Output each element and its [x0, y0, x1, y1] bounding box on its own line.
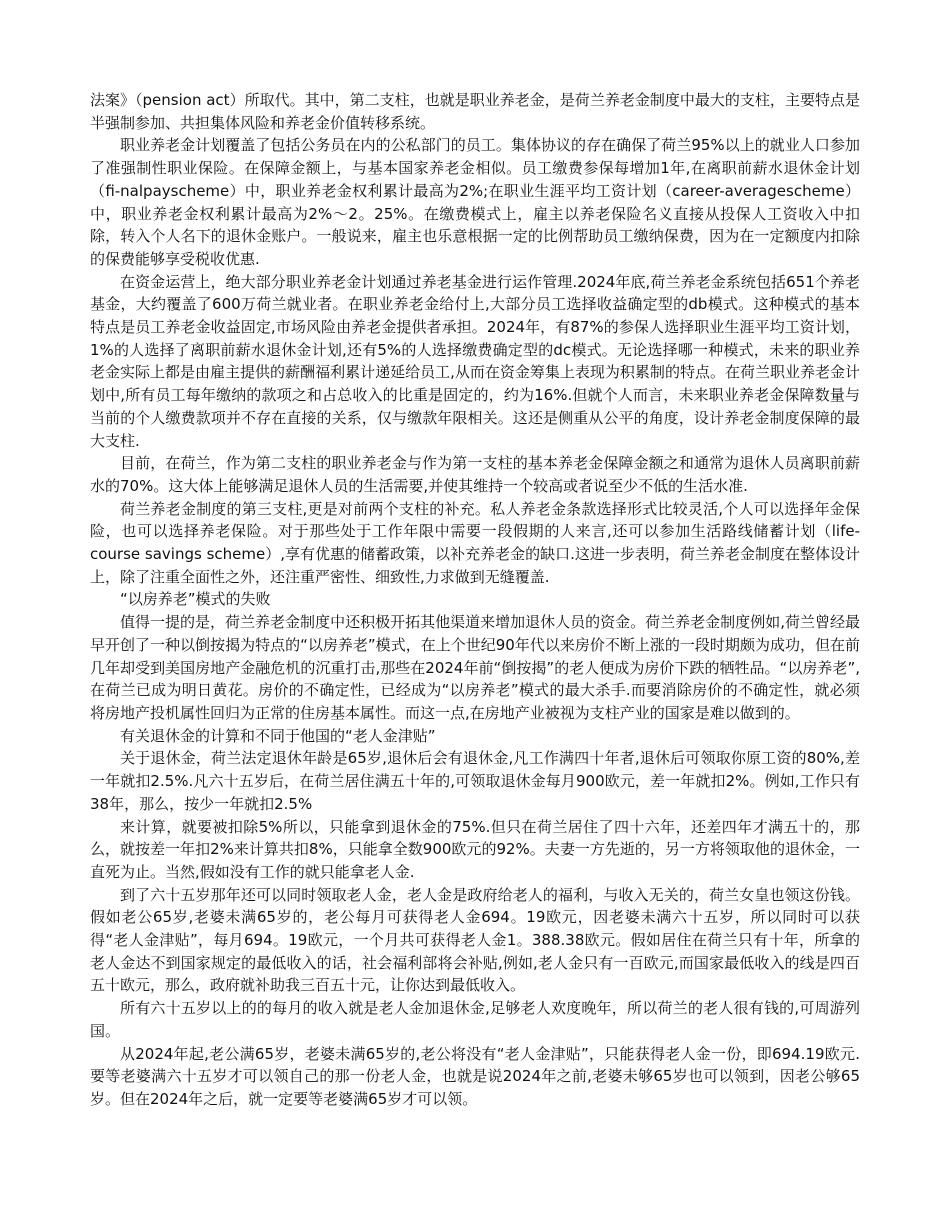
paragraph-monthly-income: 所有六十五岁以上的的每月的收入就是老人金加退休金,足够老人欢度晚年，所以荷兰的老人很有钱的,可周游列国。	[90, 999, 860, 1040]
paragraph-retirement-age: 关于退休金，荷兰法定退休年龄是65岁,退休后会有退休金,凡工作满四十年者,退休后可领取你原工资的80%,差一年就扣2.5%.凡六十五岁后，在荷兰居住满五十年的,可领取退休金每月900欧元，差一年就扣2%。例如,工作只有38年，那么，按少一年就扣2.5%	[90, 749, 860, 813]
paragraph-replacement-rate: 目前，在荷兰，作为第二支柱的职业养老金与作为第一支柱的基本养老金保障金额之和通常为退休人员离职前薪水的70%。这大体上能够满足退休人员的生活需要,并使其维持一个较高或者说至少不低的生活水准.	[90, 454, 860, 495]
paragraph-third-pillar: 荷兰养老金制度的第三支柱,更是对前两个支柱的补充。私人养老金条款选择形式比较灵活,个人可以选择年金保险，也可以选择养老保险。对于那些处于工作年限中需要一段假期的人来言,还可以参加生活路线储蓄计划（life-course savings scheme）,享有优惠的储蓄政策，以补充养老金的缺口.这进一步表明，荷兰养老金制度在整体设计上，除了注重全面性之外，还注重严密性、细致性,力求做到无缝覆盖.	[90, 499, 860, 586]
section-heading-housing-pension: “以房养老”模式的失败	[120, 590, 271, 609]
paragraph-deduction-calculation: 来计算，就要被扣除5%所以，只能拿到退休金的75%.但只在荷兰居住了四十六年，还差四年才满五十的，那么，就按差一年扣2%来计算共扣8%，只能拿全数900欧元的92%。夫妻一方先逝的，另一方将领取他的退休金，一直死为止。当然,假如没有工作的就只能拿老人金.	[90, 817, 860, 881]
paragraph-old-age-allowance: 到了六十五岁那年还可以同时领取老人金，老人金是政府给老人的福利，与收入无关的，荷兰女皇也领这份钱。假如老公65岁,老婆未满65岁的，老公每月可获得老人金694。19欧元，因老婆未满六十五岁，所以同时可以获得“老人金津贴”，每月694。19欧元，一个月共可获得老人金1。388.38欧元。假如居住在荷兰只有十年，所拿的老人金达不到国家规定的最低收入的话，社会福利部将会补贴,例如,老人金只有一百欧元,而国家最低收入的线是四百五十欧元，那么，政府就补助我三百五十元，让你达到最低收入。	[90, 885, 860, 995]
paragraph-occupational-pension-coverage: 职业养老金计划覆盖了包括公务员在内的公私部门的员工。集体协议的存在确保了荷兰95%以上的就业人口参加了准强制性职业保险。在保障金额上，与基本国家养老金相似。员工缴费参保每增加1年,在离职前薪水退休金计划（fi-nalpayscheme）中，职业养老金权利累计最高为2%;在职业生涯平均工资计划（career-averagescheme）中，职业养老金权利累计最高为2%～2。25%。在缴费模式上，雇主以养老保险名义直接从投保人工资收入中扣除，转入个人名下的退休金账户。一般说来，雇主也乐意根据一定的比例帮助员工缴纳保费，因为在一定额度内扣除的保费能够享受税收优惠.	[90, 136, 860, 268]
paragraph-policy-change: 从2024年起,老公满65岁，老婆未满65岁的,老公将没有“老人金津贴”，只能获得老人金一份，即694.19欧元.要等老婆满六十五岁才可以领自己的那一份老人金，也就是说2024年之前,老婆未够65岁也可以领到，因老公够65岁。但在2024年之后，就一定要等老婆满65岁才可以领。	[90, 1044, 860, 1108]
paragraph-housing-pension: 值得一提的是，荷兰养老金制度中还积极开拓其他渠道来增加退休人员的资金。荷兰养老金制度例如,荷兰曾经最早开创了一种以倒按揭为特点的“以房养老”模式，在上个世纪90年代以来房价不断上涨的一段时期颇为成功，但在前几年却受到美国房地产金融危机的沉重打击,那些在2024年前“倒按揭”的老人便成为房价下跌的牺牲品。“以房养老”,在荷兰已成为明日黄花。房价的不确定性，已经成为“以房养老”模式的最大杀手.而要消除房价的不确定性，就必须将房地产投机属性回归为正常的住房基本属性。而这一点,在房地产业被视为支柱产业的国家是难以做到的。	[90, 613, 860, 722]
paragraph-fund-operation: 在资金运营上，绝大部分职业养老金计划通过养老基金进行运作管理.2024年底,荷兰养老金系统包括651个养老基金，大约覆盖了600万荷兰就业者。在职业养老金给付上,大部分员工选择收益确定型的db模式。这种模式的基本特点是员工养老金收益固定,市场风险由养老金提供者承担。2024年，有87%的参保人选择职业生涯平均工资计划，1%的人选择了离职前薪水退休金计划,还有5%的人选择缴费确定型的dc模式。无论选择哪一种模式，未来的职业养老金实际上都是由雇主提供的薪酬福利累计递延给员工,从而在资金筹集上表现为积累制的特点。在荷兰职业养老金计划中,所有员工每年缴纳的款项之和占总收入的比重是固定的，约为16%.但就个人而言，未来职业养老金保障数量与当前的个人缴费款项并不存在直接的关系，仅与缴款年限相关。这还是侧重从公平的角度，设计养老金制度保障的最大支柱.	[90, 272, 860, 450]
section-heading-retirement-calculation: 有关退休金的计算和不同于他国的“老人金津贴”	[120, 726, 436, 745]
paragraph-pension-act: 法案》（pension act）所取代。其中，第二支柱，也就是职业养老金，是荷兰养老金制度中最大的支柱，主要特点是半强制参加、共担集体风险和养老金价值转移系统。	[90, 91, 860, 132]
